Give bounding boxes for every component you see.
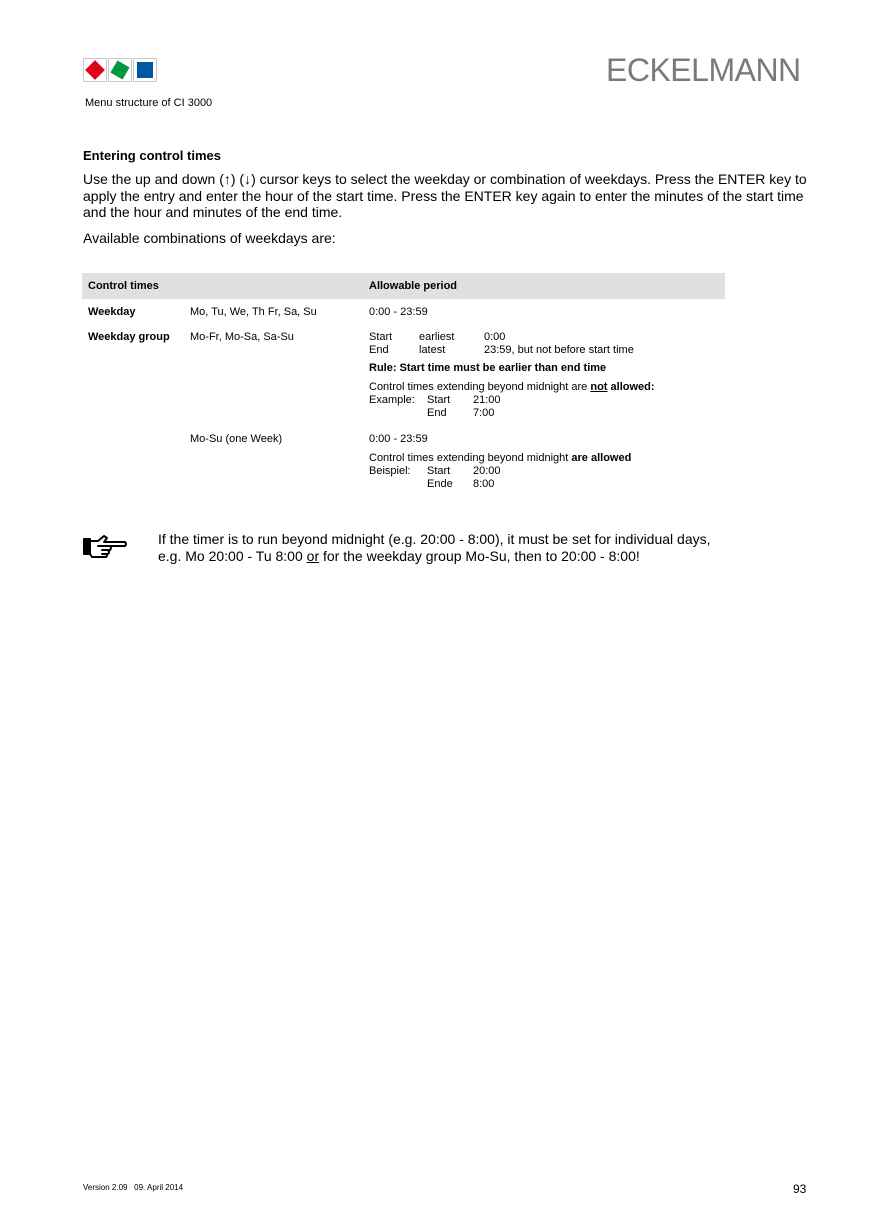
midnight-note [158,531,768,564]
week-midnight-allowed: are allowed [571,452,632,464]
combinations-paragraph: Available combinations of weekdays are: [83,230,336,246]
brand-wordmark: ECKELMANN [606,52,801,88]
note-line-2 [158,548,768,565]
group-ex-start-label: Start [427,394,451,406]
week-ex-start-label: Start [427,465,451,477]
page-number: 93 [793,1182,807,1196]
week-ex-start-value: 20:00 [473,465,501,477]
week-ex-end-value: 8:00 [473,478,495,490]
group-ex-start-value: 21:00 [473,394,501,406]
row-weekday-period: 0:00 - 23:59 [369,306,428,318]
row-group-label: Weekday group [88,331,170,343]
group-midnight-allowed: allowed: [607,381,655,393]
week-example-label: Beispiel: [369,465,411,477]
note-line-2-pre: e.g. Mo 20:00 - Tu 8:00 [158,547,307,564]
note-line-1: If the timer is to run beyond midnight (e.g. 20:00 - 8:00), it must be set for individual days, [158,531,711,547]
table-header-control-times: Control times [88,280,159,292]
group-ex-end-value: 7:00 [473,407,495,419]
group-end-kind: latest [419,344,446,356]
week-midnight-note [369,452,631,465]
group-start-kind: earliest [419,331,455,343]
row-group-days: Mo-Fr, Mo-Sa, Sa-Su [190,331,294,343]
note-line-2-post: for the weekday group Mo-Su, then to 20:00 - 8:00! [319,547,640,564]
group-example-label: Example: [369,394,415,406]
group-end-value: 23:59, but not before start time [484,344,634,356]
group-midnight-note [369,381,655,394]
week-midnight-text: Control times extending beyond midnight [369,452,572,464]
group-ex-end-label: End [427,407,447,419]
footer-version: Version 2.09 09. April 2014 [83,1183,184,1192]
table-header-allowable-period: Allowable period [369,280,458,292]
running-head: Menu structure of CI 3000 [85,97,213,109]
group-end-label: End [369,344,389,356]
pointing-hand-icon [82,533,128,559]
group-start-value: 0:00 [484,331,506,343]
logo-red-diamond-icon [83,58,107,82]
group-start-label: Start [369,331,393,343]
intro-paragraph: Use the up and down (↑) (↓) cursor keys to select the weekday or combination of weekdays. Press the ENTER key to apply the entry and enter the hour of the start time. Press the ENTER key again to enter the minutes of the start time and the hour and minutes of the end time. [83,171,807,220]
group-midnight-text: Control times extending beyond midnight are [369,381,591,393]
week-ex-end-label: Ende [427,478,453,490]
row-weekday-label: Weekday [88,306,136,318]
note-line-2-or: or [306,547,320,564]
group-midnight-not: not [590,381,608,393]
row-weekday-days: Mo, Tu, We, Th Fr, Sa, Su [190,306,317,318]
logo-blue-square-icon [133,58,157,82]
row-week-days: Mo-Su (one Week) [190,433,283,445]
logo-green-diamond-icon [108,58,132,82]
section-title: Entering control times [83,148,221,163]
group-rule: Rule: Start time must be earlier than end time [369,362,607,374]
row-week-period: 0:00 - 23:59 [369,433,428,445]
